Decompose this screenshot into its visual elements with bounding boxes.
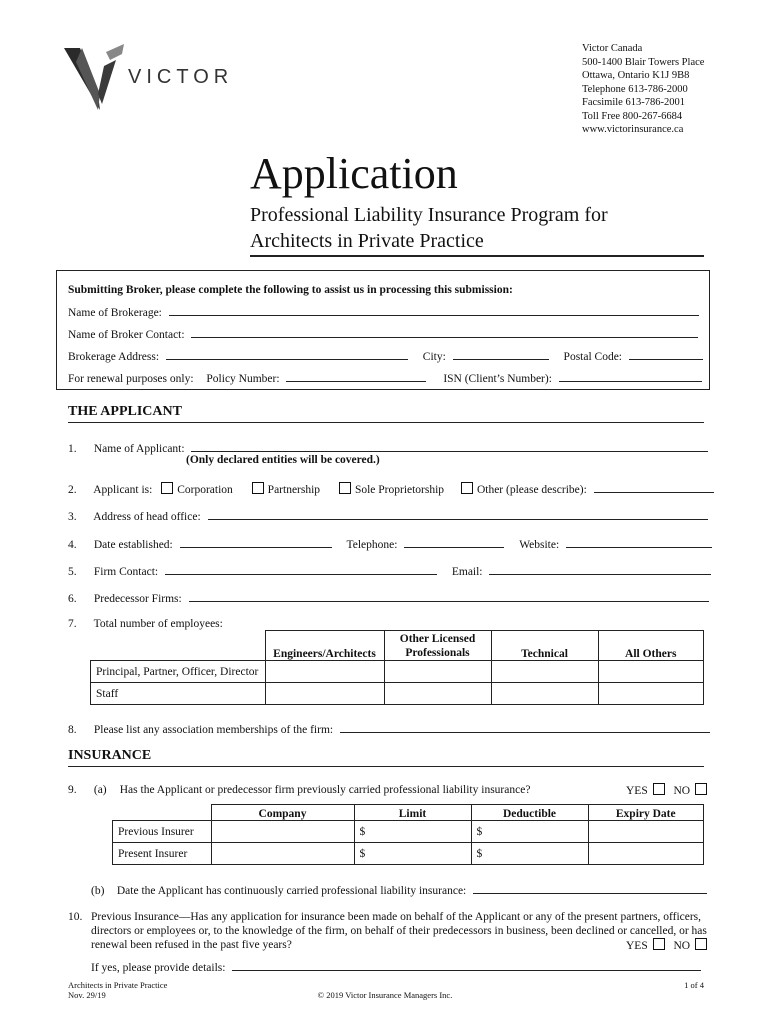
q4-number: 4. <box>68 539 77 551</box>
association-memberships-field[interactable] <box>340 721 710 733</box>
brokerage-address-label: Brokerage Address: <box>68 351 160 363</box>
q6-number: 6. <box>68 593 77 605</box>
q4-row <box>68 536 712 552</box>
telephone-label: Telephone: <box>346 539 398 551</box>
q1-row <box>68 440 708 456</box>
q9a-row <box>68 783 530 797</box>
q6-label: Predecessor Firms: <box>93 593 182 605</box>
address-line: 500-1400 Blair Towers Place <box>582 56 705 68</box>
col-deductible: Deductible <box>471 805 588 821</box>
telephone-field[interactable] <box>404 536 504 548</box>
date-established-field[interactable] <box>180 536 332 548</box>
q9b-row <box>91 882 707 898</box>
deductible-cell[interactable]: $ <box>471 821 588 843</box>
table-cell-input[interactable] <box>384 661 491 683</box>
email-field[interactable] <box>489 563 711 575</box>
address-line: Ottawa, Ontario K1J 9B8 <box>582 70 690 81</box>
address-line: Facsimile 613-786-2001 <box>582 97 685 108</box>
q10-details-label: If yes, please provide details: <box>91 962 226 974</box>
renewal-label: For renewal purposes only: <box>68 373 194 385</box>
website-label: Website: <box>519 539 560 551</box>
q9a-label: (a) <box>93 784 107 796</box>
table-cell-input[interactable] <box>211 821 354 843</box>
brokerage-address-row <box>68 348 703 364</box>
footer-page-number: 1 of 4 <box>684 980 704 990</box>
address-line: Telephone 613-786-2000 <box>582 83 688 95</box>
q2-label: Applicant is: <box>93 484 153 496</box>
subtitle-line: Professional Liability Insurance Program for <box>250 204 608 226</box>
website-field[interactable] <box>566 536 712 548</box>
victor-logo-mark-icon <box>64 44 124 110</box>
q10-yes-no <box>626 938 711 952</box>
col-engineers-architects: Engineers/Architects <box>265 631 384 661</box>
insurance-section-heading: INSURANCE <box>68 748 152 763</box>
q9a-no-checkbox[interactable] <box>695 783 707 795</box>
q9a-yes-checkbox[interactable] <box>653 783 665 795</box>
page-title: Application <box>250 149 458 198</box>
q7-number: 7. <box>68 618 77 630</box>
applicant-name-field[interactable] <box>191 440 708 452</box>
q10-block <box>68 910 707 952</box>
postal-code-field[interactable] <box>629 348 703 360</box>
partnership-label: Partnership <box>267 484 321 496</box>
q10-number: 10. <box>68 911 83 923</box>
row-label: Previous Insurer <box>113 821 212 843</box>
brokerage-name-label: Name of Brokerage: <box>68 307 162 319</box>
q8-number: 8. <box>68 724 77 736</box>
table-cell-input[interactable] <box>211 843 354 865</box>
section-rule <box>68 766 704 767</box>
subtitle-line: Architects in Private Practice <box>250 230 484 252</box>
postal-code-label: Postal Code: <box>563 351 623 363</box>
q10-no-checkbox[interactable] <box>695 938 707 950</box>
q5-row <box>68 563 711 579</box>
yes-label: YES <box>626 785 648 797</box>
table-cell-input[interactable] <box>588 821 704 843</box>
section-rule <box>68 422 704 423</box>
footer-copyright: © 2019 Victor Insurance Managers Inc. <box>317 990 453 1000</box>
corporation-checkbox[interactable] <box>161 482 173 494</box>
table-cell-input[interactable] <box>491 661 598 683</box>
col-technical: Technical <box>491 631 598 661</box>
address-line: Victor Canada <box>582 43 643 54</box>
table-cell-input[interactable] <box>598 683 704 705</box>
brokerage-name-field[interactable] <box>169 304 699 316</box>
q2-row <box>68 481 714 497</box>
table-cell-input[interactable] <box>384 683 491 705</box>
q10-line: Previous Insurance—Has any application for insurance been made on behalf of the Applicant or any of the present partners, officers, <box>91 911 702 923</box>
table-cell-input[interactable] <box>491 683 598 705</box>
sole-proprietorship-checkbox[interactable] <box>339 482 351 494</box>
table-cell-input[interactable] <box>265 661 384 683</box>
q1-note: (Only declared entities will be covered.) <box>186 454 380 466</box>
table-cell-input[interactable] <box>588 843 704 865</box>
q10-yes-checkbox[interactable] <box>653 938 665 950</box>
col-company: Company <box>211 805 354 821</box>
q8-row <box>68 721 710 737</box>
table-row <box>113 843 704 865</box>
logo-wordmark: VICTOR <box>128 66 234 88</box>
col-other-licensed-line2: Professionals <box>405 647 470 659</box>
policy-number-label: Policy Number: <box>206 373 280 385</box>
page-subtitle <box>250 202 608 254</box>
row-label: Staff <box>91 683 266 705</box>
q6-row <box>68 590 709 606</box>
partnership-checkbox[interactable] <box>252 482 264 494</box>
table-cell-input[interactable] <box>598 661 704 683</box>
title-rule <box>250 255 704 257</box>
broker-heading: Submitting Broker, please complete the following to assist us in processing this submission: <box>68 284 513 296</box>
address-line: Toll Free 800-267-6684 <box>582 110 683 122</box>
col-limit: Limit <box>354 805 471 821</box>
q7-label: Total number of employees: <box>93 618 223 630</box>
table-row <box>113 821 704 843</box>
q1-label: Name of Applicant: <box>93 443 185 455</box>
insurers-table <box>112 804 704 865</box>
col-all-others: All Others <box>598 631 704 661</box>
q9-number: 9. <box>68 784 77 796</box>
city-field[interactable] <box>453 348 549 360</box>
q8-label: Please list any association memberships of the firm: <box>93 724 334 736</box>
q5-number: 5. <box>68 566 77 578</box>
sole-proprietorship-label: Sole Proprietorship <box>354 484 445 496</box>
limit-cell[interactable]: $ <box>354 843 471 865</box>
broker-contact-row <box>68 326 698 342</box>
footer-date: Nov. 29/19 <box>68 990 106 1000</box>
q5-label: Firm Contact: <box>93 566 159 578</box>
email-label: Email: <box>451 566 483 578</box>
q3-row <box>68 508 708 524</box>
q9a-yes-no <box>626 783 711 797</box>
table-row <box>91 683 704 705</box>
row-label: Present Insurer <box>113 843 212 865</box>
q2-number: 2. <box>68 484 77 496</box>
other-checkbox[interactable] <box>461 482 473 494</box>
table-cell-input[interactable] <box>265 683 384 705</box>
predecessor-firms-field[interactable] <box>189 590 709 602</box>
q3-label: Address of head office: <box>93 511 201 523</box>
applicant-section-heading: THE APPLICANT <box>68 404 182 419</box>
footer-doc-name: Architects in Private Practice <box>68 980 168 990</box>
q9b-label: (b) <box>91 885 105 897</box>
other-label: Other (please describe): <box>476 484 587 496</box>
q7-row <box>68 617 223 631</box>
limit-cell[interactable]: $ <box>354 821 471 843</box>
q10-line: directors or employees or, to the knowledge of the firm, on behalf of their predecessors in business, been declined or cancelled, or has <box>91 925 707 937</box>
head-office-field[interactable] <box>208 508 708 520</box>
continuous-coverage-date-field[interactable] <box>473 882 707 894</box>
policy-number-field[interactable] <box>286 370 426 382</box>
col-expiry-date: Expiry Date <box>588 805 704 821</box>
table-row <box>91 661 704 683</box>
q9a-question: Has the Applicant or predecessor firm previously carried professional liability insurance? <box>119 784 531 796</box>
brokerage-address-field[interactable] <box>166 348 408 360</box>
yes-label: YES <box>626 940 648 952</box>
no-label: NO <box>673 785 691 797</box>
q10-line: renewal been refused in the past five years? <box>91 939 292 951</box>
broker-contact-label: Name of Broker Contact: <box>68 329 185 341</box>
q10-details-field[interactable] <box>232 959 701 971</box>
deductible-cell[interactable]: $ <box>471 843 588 865</box>
q10-text <box>91 910 707 952</box>
brokerage-name-row <box>68 304 699 320</box>
col-other-licensed-line1: Other Licensed <box>399 633 476 645</box>
no-label: NO <box>673 940 691 952</box>
corporation-label: Corporation <box>177 484 233 496</box>
q10-details-row <box>91 959 701 975</box>
city-label: City: <box>422 351 446 363</box>
row-label: Principal, Partner, Officer, Director <box>91 661 266 683</box>
employees-table <box>90 630 704 705</box>
company-address <box>582 42 704 137</box>
firm-contact-field[interactable] <box>165 563 437 575</box>
q1-number: 1. <box>68 443 77 455</box>
victor-logo <box>64 44 244 110</box>
isn-field[interactable] <box>559 370 702 382</box>
q3-number: 3. <box>68 511 77 523</box>
q4-label: Date established: <box>93 539 173 551</box>
q9b-question: Date the Applicant has continuously carried professional liability insurance: <box>116 885 467 897</box>
isn-label: ISN (Client’s Number): <box>443 373 552 385</box>
website-link[interactable]: www.victorinsurance.ca <box>582 124 684 135</box>
other-describe-field[interactable] <box>594 481 714 493</box>
broker-contact-field[interactable] <box>191 326 698 338</box>
renewal-row <box>68 370 702 386</box>
col-other-licensed <box>384 631 491 661</box>
